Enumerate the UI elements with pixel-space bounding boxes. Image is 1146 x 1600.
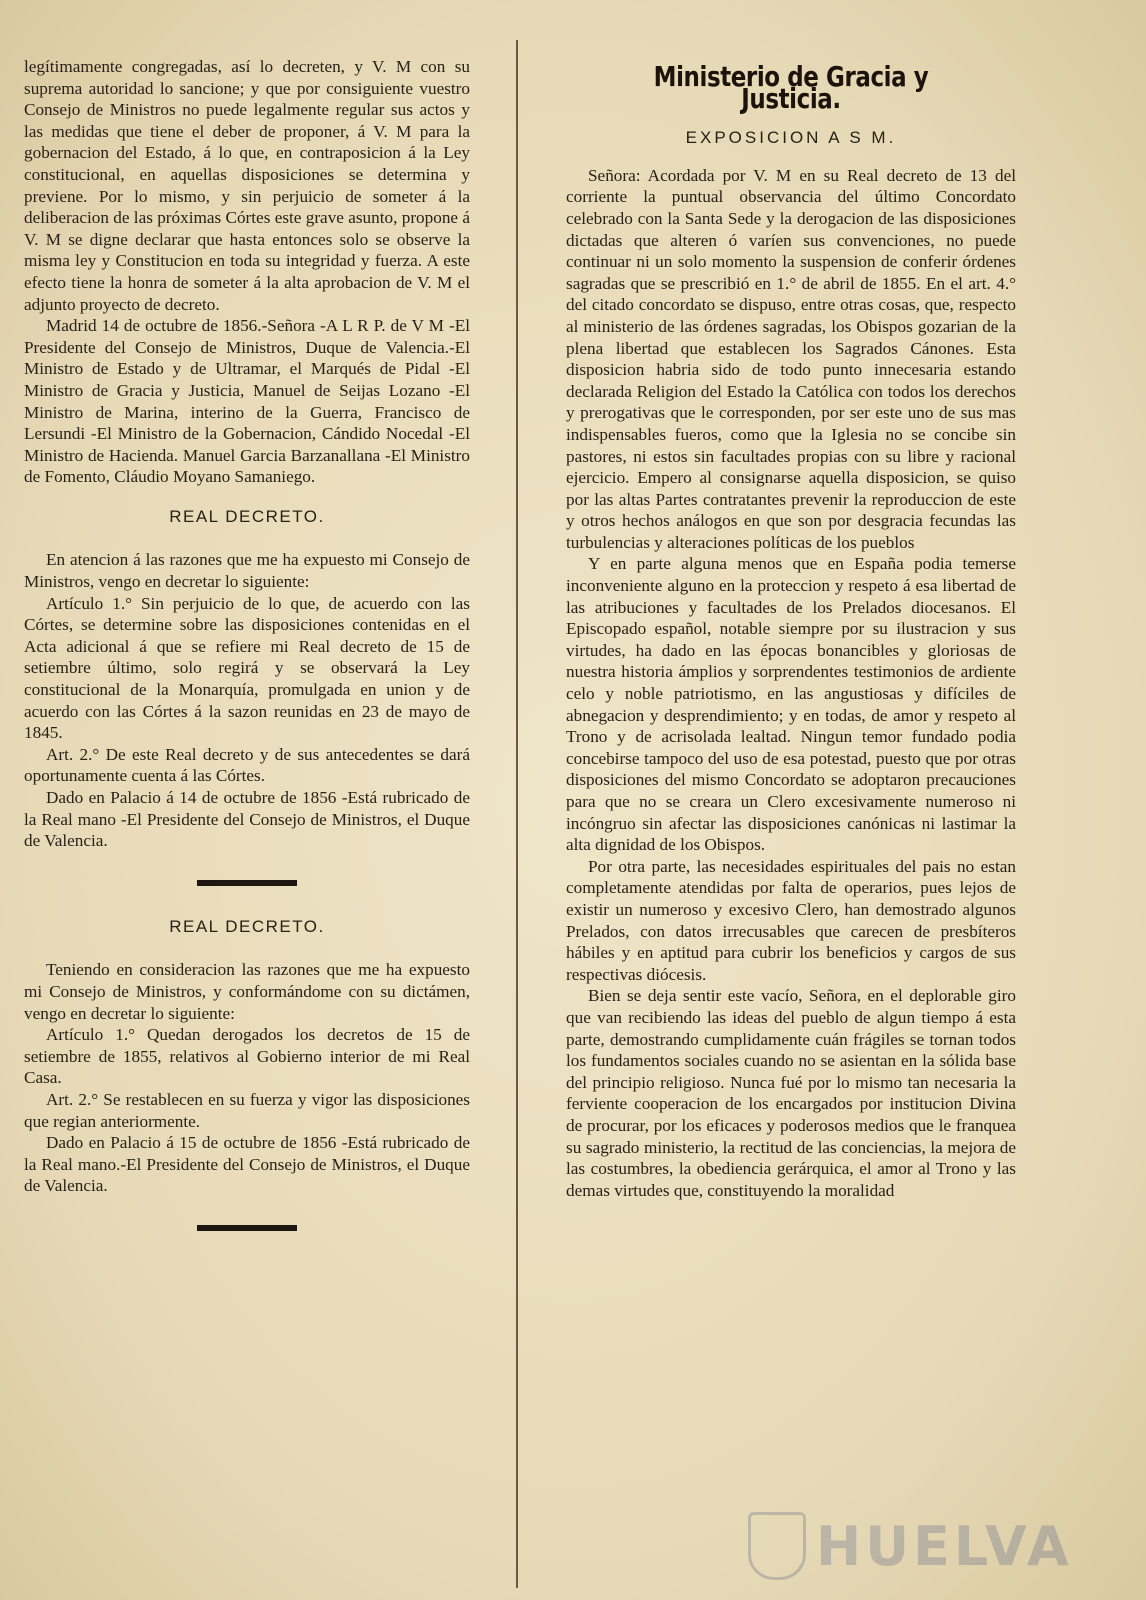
watermark-text: HUELVA <box>816 1514 1073 1578</box>
exposition-paragraph: Por otra parte, las necesidades espirituales del pais no estan completamente atendidas por falta de operarios, pues lejos de existir un numeroso y excesivo Clero, han demostrado algunos Prelados, con datos irrecusables que carecen de presbíteros hábiles y en aptitud para cubrir los beneficios y cargos de sus respectivas diócesis. <box>566 856 1016 984</box>
decree-2-article-1: Artículo 1.° Quedan derogados los decretos de 15 de setiembre de 1855, relativos al Gobierno interior de mi Real Casa. <box>24 1025 470 1088</box>
column-divider <box>516 40 518 1588</box>
decree-1-preamble: En atencion á las razones que me ha expuesto mi Consejo de Ministros, vengo en decretar lo siguiente: <box>24 550 470 592</box>
exposition-paragraph: Señora: Acordada por V. M en su Real decreto de 13 del corriente la puntual observancia del último Concordato celebrado con la Santa Sede y la derogacion de las disposiciones dictadas que alteren ó varíen sus convenciones, no puede continuar ni un solo momento la suspension de conferir órdenes sagradas que se prescribió en 1.° de abril de 1855. En el art. 4.° del citado concordato se dispuso, entre otras cosas, que, respecto al ministerio de las órdenes sagradas, los Obispos gozarian de la plena libertad que establecen los Sagrados Cánones. Esta disposicion habria sido de todo punto innecesaria estando declarada Religion del Estado la Católica con todos los derechos y prerogativas que le corresponden, por ser este uno de sus mas indispensables fueros, como que la Iglesia no se concibe sin pastores, ni estos sin facultades propias con su libre y racional ejercicio. Empero al consignarse aquella disposicion, se quiso por las altas Partes contratantes prevenir la reproduccion de este y otros hechos análogos en que son por desgracia fecundas las turbulencias y alteraciones políticas de los pueblos <box>566 165 1016 552</box>
intro-paragraph: legítimamente congregadas, así lo decreten, y V. M con su suprema autoridad lo sancione; y que por consiguiente vuestro Consejo de Ministros no puede legalmente regular sus actos y las medidas que tiene el deber de proponer, á V. M para la gobernacion del Estado, á lo que, en contraposicion á la Ley constitucional, en aquellas disposiciones se determina y previene. Por lo mismo, y sin perjuicio de someter á la deliberacion de las próximas Córtes este grave asunto, propone á V. M se digne declarar que hasta entonces solo se observe la misma ley y Constitucion en toda su integridad y fuerza. A este efecto tiene la honra de someter á la alta aprobacion de V. M el adjunto proyecto de decreto. <box>24 57 470 314</box>
decree-2-signature: Dado en Palacio á 15 de octubre de 1856 -Está rubricado de la Real mano.-El Presidente del Consejo de Ministros, el Duque de Valencia. <box>24 1133 470 1196</box>
shield-icon <box>748 1512 806 1580</box>
section-rule <box>197 880 297 886</box>
decree-2-heading: REAL DECRETO. <box>169 916 325 936</box>
ministry-title: Ministerio de Gracia y Justicia. <box>653 60 929 115</box>
exposition-paragraph: Y en parte alguna menos que en España podia temerse inconveniente alguno en la proteccion y respeto á esa libertad de las atribuciones y facultades de los Prelados diocesanos. El Episcopado español, notable siempre por su ilustracion y sus virtudes, ha dado en las épocas bonancibles y gloriosas de nuestra historia ámplios y sorprendentes testimonios de ardiente celo y noble patriotismo, en las angustiosas y difíciles de abnegacion y desprendimiento; y en todas, de amor y respeto al Trono y de acrisolada lealtad. Ningun temor fundado podia concebirse tampoco del uso de esa potestad, puesto que por otras disposiciones del mismo Concordato se adoptaron precauciones para que no se creara un Clero excesivamente numeroso ni incóngruo sin afectar las disposiciones canónicas ni lastimar la alta dignidad de los Obispos. <box>566 554 1016 855</box>
decree-1-signature: Dado en Palacio á 14 de octubre de 1856 -Está rubricado de la Real mano -El Presidente del Consejo de Ministros, el Duque de Valencia. <box>24 788 470 851</box>
decree-2-article-2: Art. 2.° Se restablecen en su fuerza y vigor las disposiciones que regian anteriormente. <box>24 1089 470 1131</box>
exposition-heading: EXPOSICION A S M. <box>685 128 897 148</box>
library-watermark <box>748 1512 1073 1580</box>
section-rule <box>197 1225 297 1231</box>
decree-1-heading: REAL DECRETO. <box>169 506 325 526</box>
left-column <box>24 56 470 1261</box>
signatures-paragraph: Madrid 14 de octubre de 1856.-Señora -A L R P. de V M -El Presidente del Consejo de Ministros, Duque de Valencia.-El Ministro de Estado y de Ultramar, el Marqués de Pidal -El Ministro de Gracia y Justicia, Manuel de Seijas Lozano -El Ministro de Marina, interino de la Guerra, Francisco de Lersundi -El Ministro de la Gobernacion, Cándido Nocedal -El Ministro de Hacienda. Manuel Garcia Barzanallana -El Ministro de Fomento, Cláudio Moyano Samaniego. <box>24 316 470 487</box>
decree-2-preamble: Teniendo en consideracion las razones que me ha expuesto mi Consejo de Ministros, y conformándome con su dictámen, vengo en decretar lo siguiente: <box>24 960 470 1023</box>
decree-1-article-2: Art. 2.° De este Real decreto y de sus antecedentes se dará oportunamente cuenta á las Córtes. <box>24 744 470 786</box>
decree-1-article-1: Artículo 1.° Sin perjuicio de lo que, de acuerdo con las Córtes, se determine sobre las disposiciones contenidas en el Acta adicional á que se refiere mi Real decreto de 15 de setiembre último, solo regirá y se observará la Ley constitucional de la Monarquía, promulgada en union y de acuerdo con las Córtes á la sazon reunidas en 23 de mayo de 1845. <box>24 593 470 743</box>
exposition-paragraph: Bien se deja sentir este vacío, Señora, en el deplorable giro que van recibiendo las ideas del pueblo de algun tiempo á esta parte, demostrando cumplidamente cuán frágiles se tornan todos los fundamentos sociales cuando no se asientan en la sólida base del principio religioso. Nunca fué por lo mismo tan necesaria la ferviente cooperacion de los encargados por institucion Divina de procurar, por los eficaces y poderosos medios que le franquea su sagrado ministerio, la rectitud de las conciencias, la mejora de las costumbres, la obediencia gerárquica, el amor al Trono y las demas virtudes que, constituyendo la moralidad <box>566 986 1016 1200</box>
right-column <box>566 60 1016 1201</box>
